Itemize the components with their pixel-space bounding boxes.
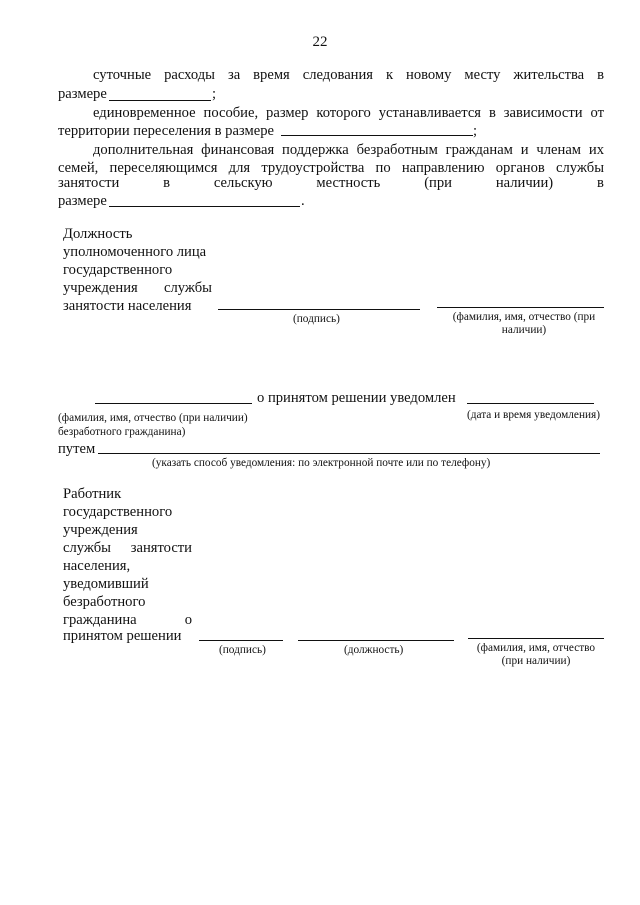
- para3-line1: [93, 141, 604, 159]
- notification-method-label: путем: [58, 441, 96, 457]
- para2-blank-line: [281, 135, 473, 136]
- para2-line1: [93, 104, 604, 122]
- employee-line-4: [63, 539, 192, 558]
- official-fio-caption-1: (фамилия, имя, отчество (при: [452, 311, 596, 323]
- para1-line2-end: ;: [212, 86, 217, 102]
- para3-word: занятости: [58, 175, 120, 191]
- employee-signature-caption: (подпись): [219, 644, 266, 656]
- para3-word: сельскую: [213, 175, 273, 191]
- para2-line1-text: единовременное пособие, размер которого устанавливается в зависимости от: [93, 105, 604, 121]
- para2-line2-end: ;: [473, 123, 478, 139]
- notification-date-caption: (дата и время уведомления): [467, 409, 600, 421]
- para1-line1: [93, 66, 604, 84]
- employee-word: службы: [63, 540, 111, 556]
- employee-line-9: принятом решении: [63, 628, 182, 644]
- para1-blank-line: [109, 100, 211, 101]
- official-line-3: государственного: [63, 262, 173, 278]
- para3-word: местность: [316, 175, 381, 191]
- employee-line-5: населения,: [63, 558, 131, 574]
- employee-word: гражданина: [63, 612, 137, 628]
- official-word: службы: [164, 280, 212, 296]
- employee-line-3: учреждения: [63, 522, 138, 538]
- official-fio-caption-2: наличии): [501, 324, 547, 336]
- employee-word: о: [184, 612, 192, 628]
- page-number: 22: [312, 34, 328, 50]
- notification-method-caption: (указать способ уведомления: по электронной почте или по телефону): [152, 457, 491, 469]
- notified-fio-caption-1: (фамилия, имя, отчество (при наличии): [58, 412, 248, 424]
- official-signature-line[interactable]: [218, 309, 420, 310]
- notification-date-line[interactable]: [467, 403, 594, 404]
- notified-fio-caption-2: безработного гражданина): [58, 426, 186, 438]
- notification-method-line[interactable]: [98, 453, 600, 454]
- para3-line1-text: дополнительная финансовая поддержка безработным гражданам и членам их: [93, 142, 604, 158]
- employee-line-1: Работник: [63, 486, 122, 502]
- official-line-2: уполномоченного лица: [63, 244, 207, 260]
- notified-fio-line[interactable]: [95, 403, 252, 404]
- para3-blank-line: [109, 206, 300, 207]
- employee-position-caption: (должность): [344, 644, 404, 656]
- employee-position-line[interactable]: [298, 640, 454, 641]
- employee-line-7: безработного: [63, 594, 146, 610]
- employee-line-2: государственного: [63, 504, 173, 520]
- official-line-5: занятости населения: [63, 298, 192, 314]
- employee-word: занятости: [130, 540, 192, 556]
- official-line-1: Должность: [63, 226, 133, 242]
- employee-fio-line[interactable]: [468, 638, 604, 639]
- official-line-4: [63, 279, 212, 298]
- para3-word: наличии): [495, 175, 554, 191]
- para1-line2-label: размере: [58, 86, 107, 102]
- para3-word: в: [163, 175, 171, 191]
- employee-fio-caption-1: (фамилия, имя, отчество: [476, 642, 596, 654]
- employee-fio-caption-2: (при наличии): [501, 655, 571, 667]
- official-word: учреждения: [63, 280, 138, 296]
- notification-text: о принятом решении уведомлен: [257, 390, 456, 406]
- official-fio-line[interactable]: [437, 307, 604, 308]
- official-signature-caption: (подпись): [293, 313, 340, 325]
- para3-line4-end: .: [301, 193, 305, 209]
- para3-line3: [58, 174, 604, 192]
- para3-word: в: [597, 175, 604, 191]
- para2-line2-label: территории переселения в размере: [58, 123, 274, 139]
- para3-line4-label: размере: [58, 193, 107, 209]
- para3-line2-text: семей, переселяющимся для трудоустройства по направлению органов службы: [58, 160, 604, 176]
- employee-signature-line[interactable]: [199, 640, 283, 641]
- employee-line-6: уведомивший: [63, 576, 149, 592]
- para1-line1-text: суточные расходы за время следования к новому месту жительства в: [93, 67, 604, 83]
- para3-word: (при: [424, 175, 452, 191]
